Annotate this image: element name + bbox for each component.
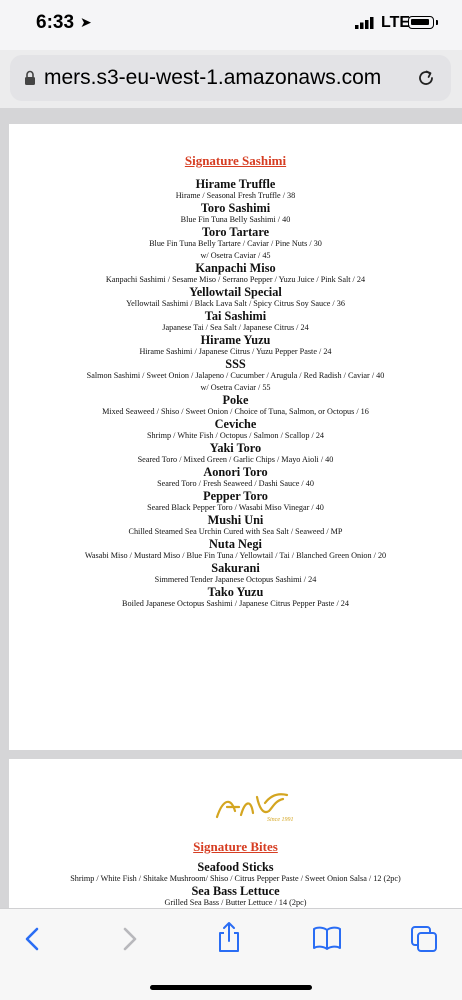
menu-item-name: Pepper Toro (203, 489, 268, 503)
menu-item-description: Chilled Steamed Sea Urchin Cured with Sea Salt / Seaweed / MP (128, 527, 343, 536)
menu-item-name: Toro Tartare (201, 225, 270, 239)
menu-item-name: Aonori Toro (203, 465, 268, 479)
since-label: Since 1991 (267, 817, 294, 823)
menu-item-name: Tai Sashimi (204, 309, 267, 323)
menu-card-sashimi (9, 124, 462, 750)
network-label: LTE (381, 14, 411, 31)
address-bar[interactable] (10, 55, 451, 101)
menu-item-description: Kanpachi Sashimi / Sesame Miso / Serrano Pepper / Yuzu Juice / Pink Salt / 24 (105, 275, 366, 284)
menu-item-description: Seared Black Pepper Toro / Wasabi Miso Vinegar / 40 (147, 503, 324, 512)
menu-item-name: Toro Sashimi (200, 201, 271, 215)
section-title: Signature Bites (193, 839, 278, 854)
battery-tip (436, 20, 438, 25)
menu-item-name: Tako Yuzu (207, 585, 264, 599)
battery-icon (408, 16, 434, 29)
menu-item-description: Blue Fin Tuna Belly Sashimi / 40 (180, 215, 291, 224)
menu-card-bites (9, 759, 462, 908)
share-icon[interactable] (216, 921, 242, 953)
status-time: 6:33 (36, 12, 75, 33)
menu-item-description: Hirame Sashimi / Japanese Citrus / Yuzu Pepper Paste / 24 (139, 347, 332, 356)
web-page[interactable] (0, 108, 462, 908)
menu-item-description: Grilled Sea Bass / Butter Lettuce / 14 (2pc) (164, 898, 307, 907)
menu-item-description: Blue Fin Tuna Belly Tartare / Caviar / Pine Nuts / 30 (149, 239, 322, 248)
location-arrow-icon: ➤ (80, 14, 92, 30)
menu-item-description: Yellowtail Sashimi / Black Lava Salt / Spicy Citrus Soy Sauce / 36 (126, 299, 345, 308)
menu-item-name: Nuta Negi (209, 537, 262, 551)
menu-item-name: SSS (225, 357, 246, 371)
menu-item-name: Ceviche (214, 417, 257, 431)
menu-item-name: Poke (222, 393, 249, 407)
sashimi-list (9, 178, 462, 610)
menu-item-name: Hirame Yuzu (200, 333, 271, 347)
menu-item-description: Simmered Tender Japanese Octopus Sashimi / 24 (154, 575, 317, 584)
home-indicator (150, 985, 312, 990)
menu-item-description: Shrimp / White Fish / Shitake Mushroom/ Shiso / Citrus Pepper Paste / Sweet Onion Salsa / 12 (2pc) (70, 874, 401, 883)
menu-item-description: Salmon Sashimi / Sweet Onion / Jalapeno / Cucumber / Arugula / Red Radish / Caviar / 40 (86, 371, 385, 380)
menu-item-name: Yaki Toro (209, 441, 262, 455)
menu-item-description: w/ Osetra Caviar / 45 (200, 251, 271, 260)
reload-icon[interactable] (415, 67, 437, 89)
lock-icon (24, 70, 36, 86)
bites-list (9, 861, 462, 908)
menu-item-description: Boiled Japanese Octopus Sashimi / Japanese Citrus Pepper Paste / 24 (122, 599, 349, 608)
menu-item-description: Hirame / Seasonal Fresh Truffle / 38 (175, 191, 296, 200)
menu-item-description: Japanese Tai / Sea Salt / Japanese Citrus / 24 (162, 323, 309, 332)
menu-item-name: Sakurani (211, 561, 260, 575)
menu-item-name: Sea Bass Lettuce (191, 884, 280, 898)
forward-icon[interactable] (118, 925, 140, 953)
signal-icon (355, 17, 375, 29)
section-title: Signature Sashimi (184, 153, 287, 168)
menu-item-description: Wasabi Miso / Mustard Miso / Blue Fin Tuna / Yellowtail / Tai / Blanched Green Onion / 20 (84, 551, 387, 560)
back-icon[interactable] (22, 925, 44, 953)
menu-item-name: Kanpachi Miso (195, 261, 276, 275)
menu-item-name: Seafood Sticks (197, 860, 274, 874)
menu-item-description: w/ Osetra Caviar / 55 (200, 383, 271, 392)
menu-item-name: Yellowtail Special (189, 285, 282, 299)
menu-item-description: Seared Toro / Mixed Green / Garlic Chips / Mayo Aioli / 40 (137, 455, 334, 464)
menu-item-name: Hirame Truffle (195, 177, 276, 191)
menu-item-description: Shrimp / White Fish / Octopus / Salmon / Scallop / 24 (146, 431, 325, 440)
bookmarks-icon[interactable] (312, 926, 342, 950)
status-bar (0, 0, 462, 50)
url-text[interactable]: mers.s3-eu-west-1.amazonaws.com (44, 66, 382, 89)
menu-item-description: Mixed Seaweed / Shiso / Sweet Onion / Choice of Tuna, Salmon, or Octopus / 16 (102, 407, 369, 416)
menu-item-name: Mushi Uni (207, 513, 264, 527)
tabs-icon[interactable] (410, 925, 438, 953)
menu-item-description: Seared Toro / Fresh Seaweed / Dashi Sauce / 40 (157, 479, 314, 488)
